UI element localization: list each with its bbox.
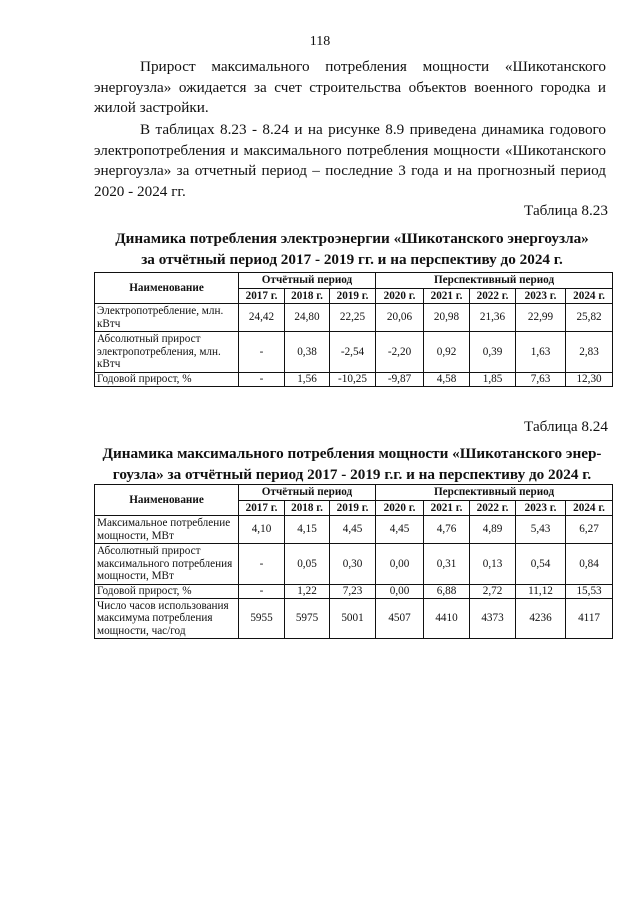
table-cell: -2,20 <box>376 332 424 373</box>
table-cell: - <box>239 584 285 598</box>
table-cell: 6,88 <box>424 584 470 598</box>
row-label: Годовой прирост, % <box>95 372 239 386</box>
year-header: 2024 г. <box>566 500 613 516</box>
table-cell: 0,00 <box>376 544 424 585</box>
table-row <box>95 598 613 639</box>
table-8-23-title <box>94 228 610 270</box>
table-cell: 0,30 <box>330 544 376 585</box>
table-cell: - <box>239 372 285 386</box>
table-cell: 4,45 <box>330 516 376 544</box>
table-cell: 4,10 <box>239 516 285 544</box>
table-cell: 0,31 <box>424 544 470 585</box>
table-cell: -10,25 <box>330 372 376 386</box>
table-cell: 4507 <box>376 598 424 639</box>
table-8-23-title-line2: за отчётный период 2017 - 2019 гг. и на перспективу до 2024 г. <box>141 251 563 268</box>
table-cell: 5955 <box>239 598 285 639</box>
table-8-24-title-line2: гоузла» за отчётный период 2017 - 2019 г.г. и на перспективу до 2024 г. <box>112 466 592 483</box>
table-8-23-title-line1: Динамика потребления электроэнергии «Шикотанского энергоузла» <box>115 230 589 247</box>
table-cell: 4410 <box>424 598 470 639</box>
table-cell: -2,54 <box>330 332 376 373</box>
year-header: 2021 г. <box>424 288 470 304</box>
table-header-forecast: Перспективный период <box>376 485 613 501</box>
table-cell: 4,76 <box>424 516 470 544</box>
table-header-reported: Отчётный период <box>239 273 376 289</box>
table-cell: 20,06 <box>376 304 424 332</box>
row-label: Абсолютный прирост электропотребления, млн. кВтч <box>95 332 239 373</box>
table-cell: 4117 <box>566 598 613 639</box>
table-cell: 20,98 <box>424 304 470 332</box>
year-header: 2022 г. <box>470 288 516 304</box>
year-header: 2020 г. <box>376 500 424 516</box>
year-header: 2023 г. <box>516 500 566 516</box>
paragraph-2: В таблицах 8.23 - 8.24 и на рисунке 8.9 приведена динамика годового электропотребления и максимального потребления мощности «Шикотанского энергоузла» за отчетный период – последние 3 года и на прогнозный период 2020 - 2024 гг. <box>94 121 606 200</box>
table-cell: 5001 <box>330 598 376 639</box>
year-header: 2022 г. <box>470 500 516 516</box>
year-header: 2017 г. <box>239 500 285 516</box>
table-cell: 11,12 <box>516 584 566 598</box>
year-header: 2017 г. <box>239 288 285 304</box>
table-cell: 0,39 <box>470 332 516 373</box>
table-cell: 4,58 <box>424 372 470 386</box>
table-cell: - <box>239 544 285 585</box>
table-cell: 22,25 <box>330 304 376 332</box>
table-cell: 1,22 <box>285 584 330 598</box>
table-row <box>95 372 613 386</box>
table-cell: 1,63 <box>516 332 566 373</box>
page-number: 118 <box>309 34 331 49</box>
table-row <box>95 544 613 585</box>
table-cell: 0,00 <box>376 584 424 598</box>
table-cell: 0,84 <box>566 544 613 585</box>
table-8-24-title <box>94 443 610 485</box>
row-label: Абсолютный прирост максимального потребления мощности, МВт <box>95 544 239 585</box>
table-cell: -9,87 <box>376 372 424 386</box>
table-cell: 2,72 <box>470 584 516 598</box>
table-cell: 5975 <box>285 598 330 639</box>
table-cell: 2,83 <box>566 332 613 373</box>
table-cell: 4,89 <box>470 516 516 544</box>
row-label: Годовой прирост, % <box>95 584 239 598</box>
table-cell: 4,15 <box>285 516 330 544</box>
table-cell: 4,45 <box>376 516 424 544</box>
table-cell: 4373 <box>470 598 516 639</box>
table-8-24-title-line1: Динамика максимального потребления мощности «Шикотанского энер- <box>102 445 602 462</box>
table-cell: 24,42 <box>239 304 285 332</box>
table-cell: 22,99 <box>516 304 566 332</box>
table-row <box>95 332 613 373</box>
row-label: Электропотребление, млн. кВтч <box>95 304 239 332</box>
table-cell: 4236 <box>516 598 566 639</box>
table-cell: 0,92 <box>424 332 470 373</box>
table-cell: - <box>239 332 285 373</box>
table-cell: 0,05 <box>285 544 330 585</box>
table-cell: 7,63 <box>516 372 566 386</box>
table-8-23 <box>94 272 613 387</box>
table-8-24 <box>94 484 613 639</box>
year-header: 2024 г. <box>566 288 613 304</box>
table-header-name: Наименование <box>95 485 239 516</box>
year-header: 2019 г. <box>330 500 376 516</box>
row-label: Максимальное потребление мощности, МВт <box>95 516 239 544</box>
table-cell: 1,56 <box>285 372 330 386</box>
table-8-24-number: Таблица 8.24 <box>524 418 608 435</box>
table-cell: 24,80 <box>285 304 330 332</box>
year-header: 2019 г. <box>330 288 376 304</box>
table-header-forecast: Перспективный период <box>376 273 613 289</box>
table-cell: 0,38 <box>285 332 330 373</box>
year-header: 2018 г. <box>285 500 330 516</box>
table-cell: 1,85 <box>470 372 516 386</box>
table-cell: 0,13 <box>470 544 516 585</box>
table-cell: 15,53 <box>566 584 613 598</box>
table-cell: 5,43 <box>516 516 566 544</box>
table-cell: 0,54 <box>516 544 566 585</box>
year-header: 2021 г. <box>424 500 470 516</box>
table-row <box>95 516 613 544</box>
table-8-23-number: Таблица 8.23 <box>524 202 608 219</box>
row-label: Число часов использования максимума потребления мощности, час/год <box>95 598 239 639</box>
table-header-reported: Отчётный период <box>239 485 376 501</box>
year-header: 2023 г. <box>516 288 566 304</box>
paragraph-1: Прирост максимального потребления мощности «Шикотанского энергоузла» ожидается за счет строительства объектов военного городка и жилой застройки. <box>94 58 606 116</box>
table-row <box>95 584 613 598</box>
table-cell: 25,82 <box>566 304 613 332</box>
table-header-name: Наименование <box>95 273 239 304</box>
table-cell: 6,27 <box>566 516 613 544</box>
table-row <box>95 304 613 332</box>
table-cell: 12,30 <box>566 372 613 386</box>
year-header: 2020 г. <box>376 288 424 304</box>
year-header: 2018 г. <box>285 288 330 304</box>
table-cell: 7,23 <box>330 584 376 598</box>
table-cell: 21,36 <box>470 304 516 332</box>
